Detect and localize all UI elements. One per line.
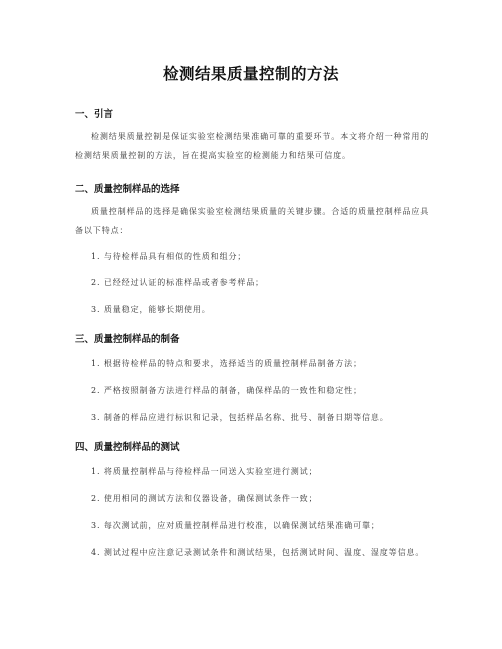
list-item: 3. 质量稳定，能够长期使用。: [91, 305, 211, 314]
list-item: 1. 根据待检样品的特点和要求，选择适当的质量控制样品制备方法；: [91, 359, 362, 368]
section-paragraph-sample-selection: 质量控制样品的选择是确保实验室检测结果质量的关键步骤。合适的质量控制样品应具备以下特点：: [75, 207, 430, 235]
section-heading-introduction: 一、引言: [75, 109, 114, 120]
list-item: 3. 每次测试前，应对质量控制样品进行校准，以确保测试结果准确可靠；: [91, 521, 380, 530]
list-item: 1. 与待检样品具有相似的性质和组分；: [91, 252, 247, 261]
section-heading-sample-testing: 四、质量控制样品的测试: [75, 442, 180, 453]
list-item: 4. 测试过程中应注意记录测试条件和测试结果，包括测试时间、温度、湿度等信息。: [91, 548, 425, 557]
section-heading-sample-preparation: 三、质量控制样品的制备: [75, 334, 180, 345]
list-item: 3. 制备的样品应进行标识和记录，包括样品名称、批号、制备日期等信息。: [91, 413, 389, 422]
list-item: 2. 严格按照制备方法进行样品的制备，确保样品的一致性和稳定性；: [91, 386, 362, 395]
list-item: 2. 使用相同的测试方法和仪器设备，确保测试条件一致；: [91, 494, 318, 503]
list-item: 2. 已经经过认证的标准样品或者参考样品；: [91, 278, 265, 287]
section-heading-sample-selection: 二、质量控制样品的选择: [75, 184, 180, 195]
list-item: 1. 将质量控制样品与待检样品一同送入实验室进行测试；: [91, 467, 318, 476]
document-title: 检测结果质量控制的方法: [162, 65, 339, 83]
section-paragraph-introduction: 检测结果质量控制是保证实验室检测结果准确可靠的重要环节。本文将介绍一种常用的检测结果质量控制的方法，旨在提高实验室的检测能力和结果可信度。: [75, 132, 430, 160]
